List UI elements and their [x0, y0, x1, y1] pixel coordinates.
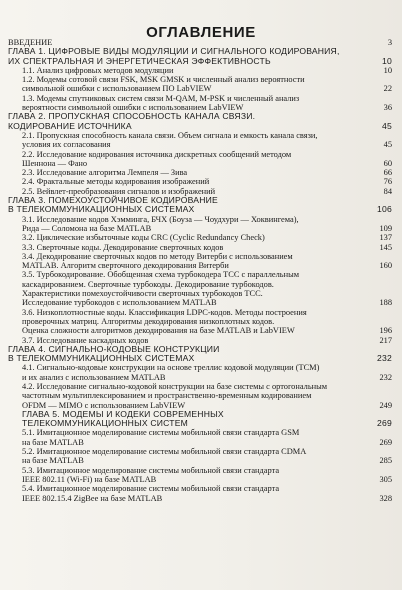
toc-entry — [8, 447, 392, 456]
toc-entry — [8, 308, 392, 317]
toc-entry — [8, 419, 392, 428]
toc-entry-text: условия их согласования — [22, 140, 111, 150]
toc-page-number: 196 — [379, 326, 392, 336]
toc-entry-text: Шеннона — Фано — [22, 158, 88, 168]
toc-entry — [8, 363, 392, 372]
toc-entry — [8, 428, 392, 437]
toc-entry — [8, 224, 392, 233]
toc-entry — [8, 159, 392, 168]
toc-page-number: 188 — [379, 298, 392, 308]
toc-entry — [8, 177, 392, 186]
toc-page-number: 10 — [382, 55, 392, 66]
toc-entry-text: каскадированием. Сверточные турбокоды. Декодирование турбокодов. — [22, 279, 274, 289]
toc-entry-text: 3.7. Исследование каскадных кодов — [22, 335, 149, 345]
toc-page-number: 3 — [387, 38, 392, 47]
toc-entry-text: В ТЕЛЕКОММУНИКАЦИОННЫХ СИСТЕМАХ — [8, 204, 195, 215]
toc-entry — [8, 150, 392, 159]
toc-entry — [8, 466, 392, 475]
toc-entry-text: 1.1. Анализ цифровых методов модуляции — [22, 65, 174, 75]
toc-entry — [8, 140, 392, 149]
toc-entry — [8, 494, 392, 503]
toc-entry-text: вероятности символьной ошибки с использованием LabVIEW — [22, 103, 244, 113]
toc-entry — [8, 317, 392, 326]
toc-entry-text: 3.6. Низкоплотностные коды. Классификация LDPC-кодов. Методы построения — [22, 307, 307, 317]
toc-page-number: 109 — [379, 223, 392, 233]
toc-entry — [8, 94, 392, 103]
toc-entry — [8, 205, 392, 214]
toc-page-number: 232 — [379, 372, 392, 382]
toc-entry-text: 1.2. Модемы сотовой связи FSK, MSK GMSK и численный анализ вероятности — [22, 75, 305, 85]
toc-entry — [8, 252, 392, 261]
toc-entry-text: 3.5. Турбокодирование. Обобщенная схема турбокодера ТСС с параллельным — [22, 270, 300, 280]
toc-entry — [8, 131, 392, 140]
toc-entry — [8, 233, 392, 242]
toc-entry — [8, 382, 392, 391]
toc-entry — [8, 373, 392, 382]
toc-page-number: 145 — [379, 242, 392, 252]
toc-entry — [8, 326, 392, 335]
toc-entry-text: В ТЕЛЕКОММУНИКАЦИОННЫХ СИСТЕМАХ — [8, 353, 195, 364]
toc-entry — [8, 215, 392, 224]
toc-entry-text: Исследование турбокодов с использованием MATLAB — [22, 298, 217, 308]
toc-entry-text: 5.2. Имитационное моделирование системы мобильной связи стандарта CDMA — [22, 447, 307, 457]
toc-entry — [8, 261, 392, 270]
toc-entry — [8, 75, 392, 84]
toc-entry-text: 3.4. Декодирование сверточных кодов по методу Витерби с использованием — [22, 251, 293, 261]
toc-entry-text: 2.5. Вейвлет-преобразования сигналов и изображений — [22, 186, 216, 196]
toc-page-number: 269 — [377, 418, 392, 429]
toc-entry — [8, 475, 392, 484]
toc-entry-text: 2.4. Фрактальные методы кодирования изображений — [22, 177, 210, 187]
toc-entry-text: Оценка сложности алгоритмов декодирования на базе MATLAB и LabVIEW — [22, 326, 295, 336]
toc-entry — [8, 484, 392, 493]
toc-page-number: 36 — [383, 103, 392, 113]
toc-entry — [8, 168, 392, 177]
toc-page-number: 137 — [379, 233, 392, 243]
toc-entry-text: на базе MATLAB — [22, 456, 84, 466]
toc-entry-text: и их анализ с использованием MATLAB — [22, 372, 166, 382]
toc-entry-text: ИХ СПЕКТРАЛЬНАЯ И ЭНЕРГЕТИЧЕСКАЯ ЭФФЕКТИВНОСТЬ — [8, 55, 271, 66]
toc-page-number: 285 — [379, 456, 392, 466]
toc-page-number: 160 — [379, 261, 392, 271]
toc-entry-text: ГЛАВА 4. СИГНАЛЬНО-КОДОВЫЕ КОНСТРУКЦИИ — [8, 343, 220, 354]
toc-entry-text: символьной ошибки с использованием ПО LabVIEW — [22, 84, 212, 94]
toc-entry-text: IEEE 802.11 (Wi-Fi) на базе MATLAB — [22, 474, 157, 484]
toc-entry-text: ТЕЛЕКОММУНИКАЦИОННЫХ СИСТЕМ — [22, 418, 189, 429]
toc-entry-text: ГЛАВА 5. МОДЕМЫ И КОДЕКИ СОВРЕМЕННЫХ — [22, 408, 224, 419]
toc-page-number: 217 — [379, 335, 392, 345]
page-title: ОГЛАВЛЕНИЕ — [146, 24, 256, 42]
toc-page-number: 269 — [379, 437, 392, 447]
toc-entry — [8, 354, 392, 363]
toc-entry-text: КОДИРОВАНИЕ ИСТОЧНИКА — [8, 120, 132, 131]
toc-entry-text: 2.1. Пропускная способность канала связи. Объем сигнала и емкость канала связи, — [22, 130, 318, 140]
toc-page-number: 45 — [383, 140, 392, 150]
toc-entry-text: на базе MATLAB — [22, 437, 84, 447]
toc-entry — [8, 298, 392, 307]
toc-entry-text: ГЛАВА 2. ПРОПУСКНАЯ СПОСОБНОСТЬ КАНАЛА СВЯЗИ. — [8, 111, 256, 122]
toc-entry — [8, 66, 392, 75]
toc-entry-text: 4.2. Исследование сигнально-кодовой конструкции на базе системы с ортогональным — [22, 381, 328, 391]
toc-entry-text: ГЛАВА 1. ЦИФРОВЫЕ ВИДЫ МОДУЛЯЦИИ И СИГНАЛЬНОГО КОДИРОВАНИЯ, — [8, 46, 340, 57]
toc-entry-text: 1.3. Модемы спутниковых систем связи M-QAM, M-PSK и численный анализ — [22, 93, 300, 103]
toc-page-number: 45 — [382, 120, 392, 131]
toc-page-number: 22 — [383, 84, 392, 94]
toc-entry — [8, 280, 392, 289]
toc-entry-text: 4.1. Сигнально-кодовые конструкции на основе треллис кодовой модуляции (TCM) — [22, 363, 320, 373]
toc-entry-text: ГЛАВА 3. ПОМЕХОУСТОЙЧИВОЕ КОДИРОВАНИЕ — [8, 195, 218, 206]
toc-entry — [8, 270, 392, 279]
toc-entry — [8, 57, 392, 66]
toc-entry — [8, 391, 392, 400]
toc-entry — [8, 456, 392, 465]
toc-entry-text: 3.3. Сверточные коды. Декодирование сверточных кодов — [22, 242, 224, 252]
toc-entry-text: проверочных матриц. Алгоритмы декодирования низкоплотных кодов. — [22, 316, 275, 326]
table-of-contents — [8, 38, 392, 503]
toc-entry-text: 3.2. Циклические избыточные коды CRC (Cyclic Redundancy Check) — [22, 233, 265, 243]
toc-entry — [8, 438, 392, 447]
toc-page-number: 106 — [377, 204, 392, 215]
toc-entry — [8, 84, 392, 93]
toc-entry-text: частотным мультиплексированием и пространственно-временным кодированием — [22, 391, 312, 401]
toc-entry-text: Рида — Соломона на базе MATLAB — [22, 223, 152, 233]
toc-entry — [8, 122, 392, 131]
toc-entry-text: 2.3. Исследование алгоритма Лемпеля — Зива — [22, 168, 188, 178]
toc-page-number: 232 — [377, 353, 392, 364]
toc-page-number: 60 — [383, 158, 392, 168]
toc-page-number: 328 — [379, 493, 392, 503]
toc-entry — [8, 289, 392, 298]
toc-entry-text: MATLAB. Алгоритм сверточного декодирования Витерби — [22, 261, 229, 271]
toc-page-number: 305 — [379, 474, 392, 484]
toc-page-number: 249 — [379, 400, 392, 410]
toc-entry-text: 3.1. Исследование кодов Хэмминга, БЧХ (Боуза — Чоудхури — Хоквингема), — [22, 214, 299, 224]
toc-entry-text: 5.3. Имитационное моделирование системы мобильной связи стандарта — [22, 465, 280, 475]
toc-entry-text: Характеристики помехоустойчивости сверточных турбокодов ТСС. — [22, 289, 263, 299]
toc-entry-text: IEEE 802.15.4 ZigBee на базе MATLAB — [22, 493, 163, 503]
toc-entry-text: 5.4. Имитационное моделирование системы мобильной связи стандарта — [22, 484, 280, 494]
toc-entry — [8, 243, 392, 252]
toc-entry-text: OFDM — MIMO с использованием LabVIEW — [22, 400, 186, 410]
toc-entry-text: ВВЕДЕНИЕ — [8, 38, 53, 47]
toc-entry-text: 5.1. Имитационное моделирование системы мобильной связи стандарта GSM — [22, 428, 300, 438]
toc-entry-text: 2.2. Исследование кодирования источника дискретных сообщений методом — [22, 149, 292, 159]
